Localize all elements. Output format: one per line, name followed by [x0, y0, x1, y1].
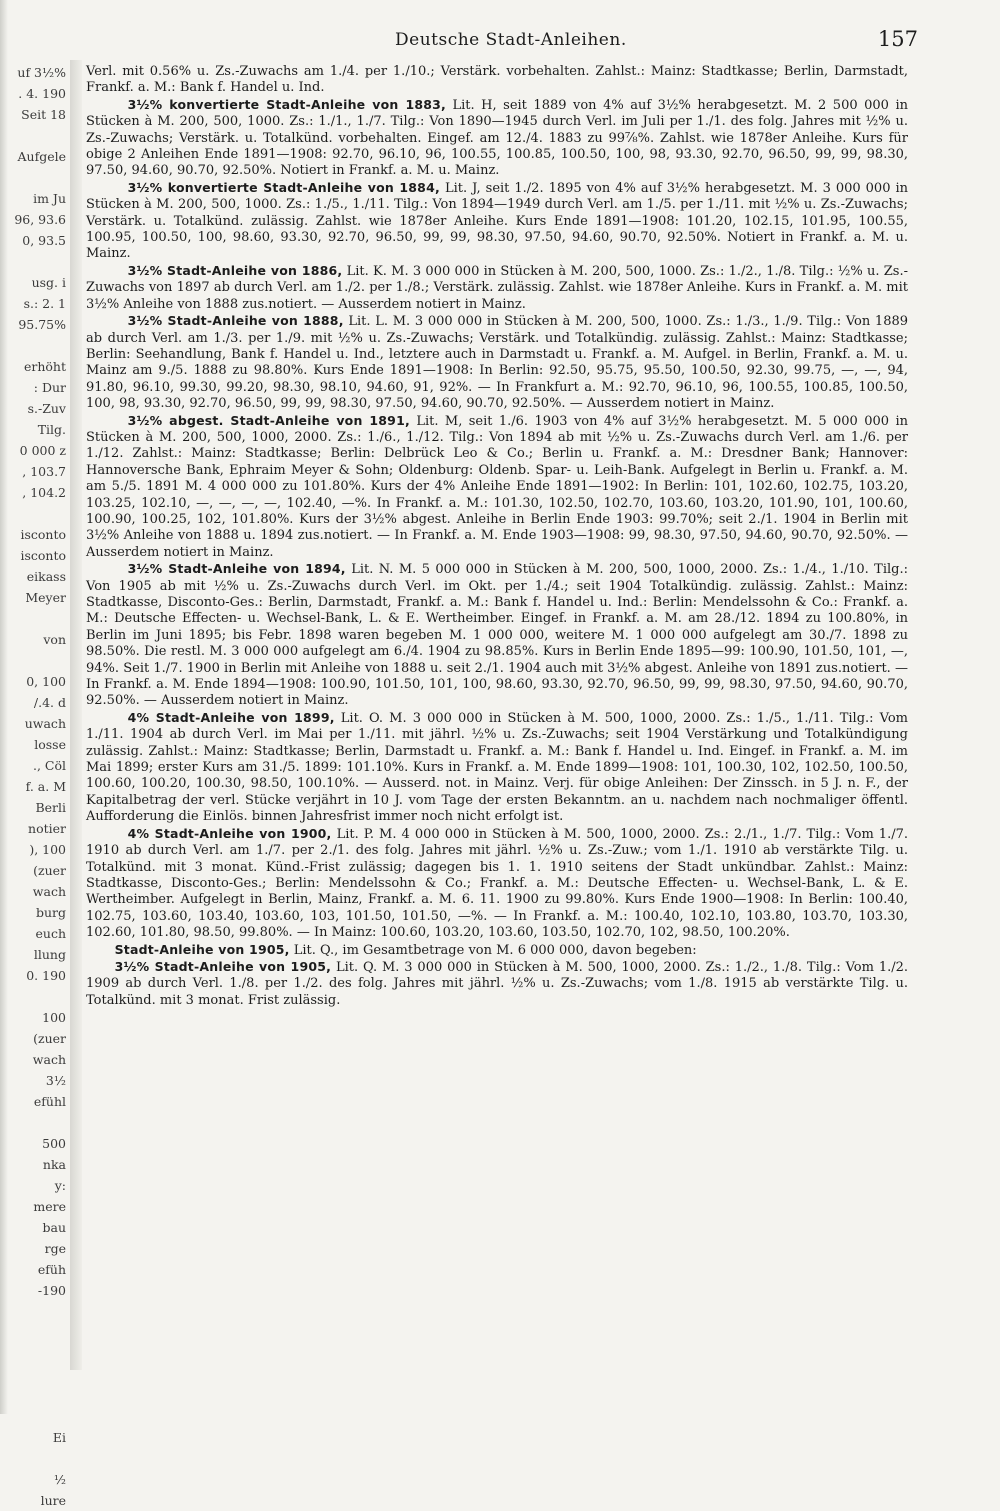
left-page-fragment: isconto [20, 548, 66, 563]
left-page-fragment: uf 3½% [17, 65, 66, 80]
left-page-fragment: im Ju [33, 191, 66, 206]
left-page-fragment: Seit 18 [21, 107, 66, 122]
left-page-fragment: , 104.2 [22, 485, 66, 500]
left-page-fragment: , 103.7 [22, 464, 66, 479]
left-page-fragment: (zuer [33, 863, 66, 878]
left-page-fragment [0, 335, 70, 356]
left-page-fragment [0, 986, 70, 1007]
left-page-fragment [0, 1112, 70, 1133]
left-page-fragment: burg [35, 905, 66, 920]
left-page-fragment: eikass [26, 569, 66, 584]
left-page-fragment: (zuer [33, 1031, 66, 1046]
paragraph-text: Verl. mit 0.56% u. Zs.-Zuwachs am 1./4. per 1./10.; Verstärk. vorbehalten. Zahlst.: Mainz: Stadtkasse; Berlin, Darmstadt, Frankf. a. M.: Bank f. Handel u. Ind. [86, 64, 908, 96]
main-text-column [86, 64, 908, 1384]
left-page-fragment: uwach [24, 716, 66, 731]
paragraph-anleihe-1884 [86, 180, 908, 263]
left-page-fragment: efühl [33, 1094, 66, 1109]
left-page-fragment: isconto [20, 527, 66, 542]
paragraph-text: Lit. H, seit 1889 von 4% auf 3½% herabgesetzt. M. 2 500 000 in Stücken à M. 200, 500, 1000. Zs.: 1./1., 1./7. Tilg.: Von 1890—1945 durch Verl. im Juli per 1./1. des folg. Jahres mit ½% u. Zs.-Zuwachs; Verstärk. u. Totalkünd. vorbehalten. Eingef. am 12./4. 1883 zu 99⅞%. Zahlst. wie 1878er Anleihe. Kurs für obige 2 Anleihen Ende 1891—1908: 92.70, 96.10, 96, 100.55, 100.85, 100.50, 100, 98, 93.30, 92.70, 96.50, 99, 99, 98.30, 97.50, 94.60, 90.70, 92.50%. Notiert in Frankf. a. M. u. Mainz. [86, 97, 908, 179]
left-page-fragment [0, 1385, 70, 1406]
left-page-fragment: 95.75% [18, 317, 66, 332]
left-page-fragment [0, 1364, 70, 1385]
running-title: Deutsche Stadt-Anleihen. [395, 30, 627, 50]
left-page-fragment [0, 167, 70, 188]
left-page-fragment [0, 125, 70, 146]
paragraph-title: 3½% abgest. Stadt-Anleihe von 1891, [127, 412, 410, 428]
left-page-fragment: mere [33, 1199, 66, 1214]
paragraph-text: Lit. L. M. 3 000 000 in Stücken à M. 200, 500, 1000. Zs.: 1./3., 1./9. Tilg.: Von 1889 ab durch Verl. am 1./3. per 1./9. mit ½% u. Zs.-Zuwachs; Verstärk. und Totalkündig. zulässig. Zahlst.: Mainz: Stadtkasse; Berlin: Seehandlung, Bank f. Handel u. Ind., letztere auch in Darmstadt u. Frankf. a. M. Aufgel. in Berlin, Frankf. a. M. u. Mainz am 9./5. 1888 zu 98.80%. Kurs Ende 1891—1908: In Berlin: 92.50, 95.75, 95.50, 100.50, 92.30, 99.75, —, —, 94, 91.80, 96.10, 99.30, 99.20, 98.30, 98.10, 94.60, 91, 92%. — In Frankfurt a. M.: 92.70, 96.10, 96, 100.55, 100.85, 100.50, 100, 98, 93.30, 92.70, 96.50, 99, 99, 98.30, 97.50, 94.60, 90.70, 92.50%. — Ausserdem notiert in Mainz. [86, 314, 909, 412]
book-gutter-fold [70, 60, 82, 1370]
left-page-fragment: 100 [42, 1010, 66, 1025]
left-page-fragment: Meyer [25, 590, 66, 605]
left-page-fragment: . 4. 190 [18, 86, 66, 101]
left-page-fragment [0, 1322, 70, 1343]
left-page-fragment: notier [28, 821, 66, 836]
paragraph-title: 3½% Stadt-Anleihe von 1888, [127, 313, 344, 329]
paragraph-anleihe-1894 [86, 561, 908, 710]
left-page-fragment-column [0, 62, 70, 1508]
paragraph-anleihe-1883 [86, 97, 908, 180]
left-page-fragment [0, 1343, 70, 1364]
paragraph-anleihe-1891 [86, 413, 908, 562]
left-page-fragment: ), 100 [29, 842, 66, 857]
left-page-fragment: 0, 100 [26, 674, 66, 689]
left-page-fragment: s.: 2. 1 [23, 296, 66, 311]
paragraph-title: 3½% konvertierte Stadt-Anleihe von 1883, [127, 96, 446, 112]
left-page-fragment: Tilg. [37, 422, 66, 437]
left-page-fragment: Ei [52, 1430, 66, 1445]
paragraph-anleihe-1905-total [86, 942, 908, 959]
left-page-fragment: -190 [37, 1283, 66, 1298]
left-page-fragment: usg. i [31, 275, 66, 290]
left-page-fragment [0, 251, 70, 272]
left-page-fragment: euch [35, 926, 66, 941]
paragraph-anleihe-1888 [86, 313, 908, 412]
left-page-fragment: 0 000 z [19, 443, 66, 458]
left-page-fragment: wach [32, 1052, 66, 1067]
left-page-fragment: wach [32, 884, 66, 899]
left-page-fragment: y: [54, 1178, 66, 1193]
paragraph-text: Lit. J, seit 1./2. 1895 von 4% auf 3½% herabgesetzt. M. 3 000 000 in Stücken à M. 200, 500, 1000. Zs.: 1./5., 1./11. Tilg.: Von 1894—1949 durch Verl. am 1./5. per 1./11. mit ½% u. Zs.-Zuwachs; Verstärk. u. Totalkünd. zulässig. Zahlst. wie 1878er Anleihe. Kurs Ende 1891—1908: 101.20, 102.15, 101.95, 100.55, 100.95, 100.50, 100, 98.60, 93.30, 92.70, 96.50, 99, 99, 98.30, 97.50, 94.60, 90.70, 92.50%. Notiert in Frankf. a. M. u. Mainz. [86, 180, 908, 262]
paragraph-title: 4% Stadt-Anleihe von 1900, [127, 825, 332, 841]
paragraph-title: Stadt-Anleihe von 1905, [114, 941, 290, 957]
left-page-fragment [0, 1301, 70, 1322]
left-page-fragment [0, 608, 70, 629]
left-page-fragment [0, 650, 70, 671]
paragraph-text: Lit. M, seit 1./6. 1903 von 4% auf 3½% herabgesetzt. M. 5 000 000 in Stücken à M. 200, 500, 1000, 2000. Zs.: 1./6., 1./12. Tilg.: Von 1894 ab mit ½% u. Zs.-Zuwachs durch Verl. am 1./6. per 1./12. Zahlst.: Mainz: Stadtkasse; Berlin: Delbrück Leo & Co.; Berlin u. Frankf. a. M.: Dresdner Bank; Hannover: Hannoversche Bank, Ephraim Meyer & Sohn; Oldenburg: Oldenb. Spar- u. Leih-Bank. Aufgelegt in Berlin u. Frankf. a. M. am 5./5. 1891 M. 4 000 000 zu 101.80%. Kurs der 4% Anleihe Ende 1891—1902: In Berlin: 101, 102.60, 102.75, 103.20, 103.25, 102.10, —, —, —, —, 102.40, —%. In Frankf. a. M.: 101.30, 102.50, 102.70, 103.60, 103.20, 101.90, 101, 100.60, 100.90, 100.25, 102, 101.80%. Kurs der 3½% abgest. Anleihe in Berlin Ende 1903: 99.70%; seit 2./1. 1904 in Berlin mit 3½% Anleihe von 1888 u. 1894 zus.notiert. — In Frankf. a. M. Ende 1903—1908: 99, 98.30, 97.50, 94.60, 90.70, 92.50%. — Ausserdem notiert in Mainz. [86, 413, 908, 560]
left-page-fragment: rge [44, 1241, 66, 1256]
paragraph-anleihe-1886 [86, 263, 908, 313]
left-page-fragment [0, 1406, 70, 1427]
paragraph-anleihe-1905-tranche [86, 959, 908, 1009]
paragraph-title: 4% Stadt-Anleihe von 1899, [127, 709, 335, 725]
left-page-fragment: nka [42, 1157, 66, 1172]
paragraph-title: 3½% konvertierte Stadt-Anleihe von 1884, [127, 179, 440, 195]
left-page-fragment: losse [34, 737, 66, 752]
left-page-fragment: Berli [35, 800, 66, 815]
paragraph-anleihe-1899 [86, 710, 908, 826]
paragraph-continuation [86, 64, 908, 97]
left-page-fragment: /.4. d [33, 695, 66, 710]
left-page-fragment: 3½ [45, 1073, 66, 1088]
left-page-fragment [0, 503, 70, 524]
left-page-fragment [0, 1448, 70, 1469]
left-page-fragment: ½ [53, 1472, 66, 1487]
paragraph-text: Lit. N. M. 5 000 000 in Stücken à M. 200, 500, 1000, 2000. Zs.: 1./4., 1./10. Tilg.: Von 1905 ab mit ½% u. Zs.-Zuwachs durch Verl. im Okt. per 1./4.; seit 1904 Totalkündig. zulässig. Zahlst.: Mainz: Stadtkasse, Disconto-Ges.: Berlin, Darmstadt, Frankf. a. M.: Bank f. Handel u. Ind.: Berlin: Mendelssohn & Co.: Frankf. a. M.: Deutsche Effecten- u. Wechsel-Bank, L. & E. Wertheimber. Eingef. in Frankf. a. M. am 28./12. 1894 zu 100.80%, in Berlin im Juni 1895; bis Febr. 1898 waren begeben M. 1 000 000, weitere M. 1 000 000 aufgelegt am 30./7. 1898 zu 98.50%. Die restl. M. 3 000 000 aufgelegt am 6./4. 1904 zu 98.85%. Kurs in Berlin Ende 1895—99: 100.90, 101.50, 101, —, 94%. Seit 1./7. 1900 in Berlin mit Anleihe von 1888 u. seit 2./1. 1904 auch mit 3½% abgest. Anleihe von 1891 zus.notiert. — In Frankf. a. M. Ende 1894—1908: 100.90, 101.50, 101, 100, 98.60, 93.30, 92.70, 96.50, 99, 99, 98.30, 97.50, 94.60, 90.70, 92.50%. — Ausserdem notiert in Mainz. [86, 562, 909, 709]
left-page-fragment: 96, 93.6 [14, 212, 66, 227]
left-page-fragment: lure [40, 1493, 66, 1508]
left-page-fragment: Aufgele [17, 149, 66, 164]
page-number: 157 [877, 27, 918, 51]
left-page-fragment: erhöht [23, 359, 66, 374]
left-page-fragment: 0. 190 [26, 968, 66, 983]
paragraph-text: Lit. Q., im Gesamtbetrage von M. 6 000 000, davon begeben: [293, 942, 697, 958]
left-page-fragment: f. a. M [25, 779, 66, 794]
paragraph-title: 3½% Stadt-Anleihe von 1886, [127, 262, 343, 278]
paragraph-title: 3½% Stadt-Anleihe von 1905, [114, 958, 332, 974]
paragraph-text: Lit. K. M. 3 000 000 in Stücken à M. 200, 500, 1000. Zs.: 1./2., 1./8. Tilg.: ½% u. Zs.-Zuwachs von 1897 ab durch Verl. am 1./2. per 1./8.; Verstärk. zulässig. Zahlst. wie 1878er Anleihe. Kurs in Frankf. a. M. mit 3½% Anleihe von 1888 zus.notiert. — Ausserdem notiert in Mainz. [86, 263, 908, 312]
left-page-fragment: 500 [42, 1136, 66, 1151]
left-page-fragment: llung [33, 947, 66, 962]
left-page-fragment: bau [42, 1220, 66, 1235]
left-page-fragment: s.-Zuv [27, 401, 66, 416]
paragraph-text: Lit. O. M. 3 000 000 in Stücken à M. 500, 1000, 2000. Zs.: 1./5., 1./11. Tilg.: Vom 1./11. 1904 ab durch Verl. im Mai per 1./11. mit jährl. ½% u. Zs.-Zuwachs; seit 1904 Verstärkung und Totalkündigung zulässig. Zahlst.: Mainz: Stadtkasse; Berlin, Darmstadt u. Frankf. a. M.: Bank f. Handel u. Ind. Eingef. in Frankf. a. M. im Mai 1899; erster Kurs am 31./5. 1899: 101.10%. Kurs in Frankf. a. M. Ende 1899—1908: 101, 100.30, 102, 102.50, 100.50, 100.60, 100.20, 100.30, 98.50, 100.10%. — Ausserd. not. in Mainz. Verj. für obige Anleihen: Der Zinssch. in 5 J. n. F., der Kapitalbetrag der verl. Stücke verjährt in 10 J. vom Tage der ersten Bekanntm. an u. nachdem nach nochmaliger öffentl. Aufforderung die Einlös. binnen Jahresfrist immer noch nicht erfolgt ist. [86, 710, 908, 825]
paragraph-anleihe-1900 [86, 826, 908, 942]
left-page-fragment: 0, 93.5 [22, 233, 66, 248]
left-page-fragment: von [43, 632, 66, 647]
paragraph-text: Lit. Q. M. 3 000 000 in Stücken à M. 500, 1000, 2000. Zs.: 1./2., 1./8. Tilg.: Vom 1./2. 1909 ab durch Verl. 1./8. per 1./2. des folg. Jahres mit jährl. ½% u. Zs.-Zuwachs; vom 1./8. 1915 ab verstärkte Tilg. u. Totalkünd. mit 3 monat. Frist zulässig. [86, 959, 909, 1008]
left-page-fragment: ., Cöl [32, 758, 66, 773]
left-page-fragment: efüh [37, 1262, 66, 1277]
paragraph-text: Lit. P. M. 4 000 000 in Stücken à M. 500, 1000, 2000. Zs.: 2./1., 1./7. Tilg.: Vom 1./7. 1910 ab durch Verl. am 1./7. per 2./1. des folg. Jahres mit jährl. ½% u. Zs.-Zuw.; vom 1./1. 1910 ab verstärkte Tilg. u. Totalkünd. mit 3 monat. Künd.-Frist zulässig; dagegen bis 1. 1. 1910 seitens der Stadt unkündbar. Zahlst.: Mainz: Stadtkasse, Disconto-Ges.; Berlin: Mendelssohn & Co.; Frankf. a. M.: Deutsche Effecten- u. Wechsel-Bank, L. & E. Wertheimber. Aufgelegt in Berlin, Mainz, Frankf. a. M. 6. 11. 1900 zu 99.80%. Kurs Ende 1900—1908: In Berlin: 100.40, 102.75, 103.60, 103.40, 103.60, 103, 101.50, 101.50, —%. — In Frankf. a. M.: 100.40, 102.10, 103.80, 103.70, 103.30, 102.60, 101.80, 98.50, 99.80%. — In Mainz: 100.60, 103.20, 103.60, 103.50, 102.70, 102, 98.50, 100.20%. [86, 826, 908, 941]
left-page-fragment: : Dur [33, 380, 66, 395]
paragraph-title: 3½% Stadt-Anleihe von 1894, [127, 561, 346, 577]
